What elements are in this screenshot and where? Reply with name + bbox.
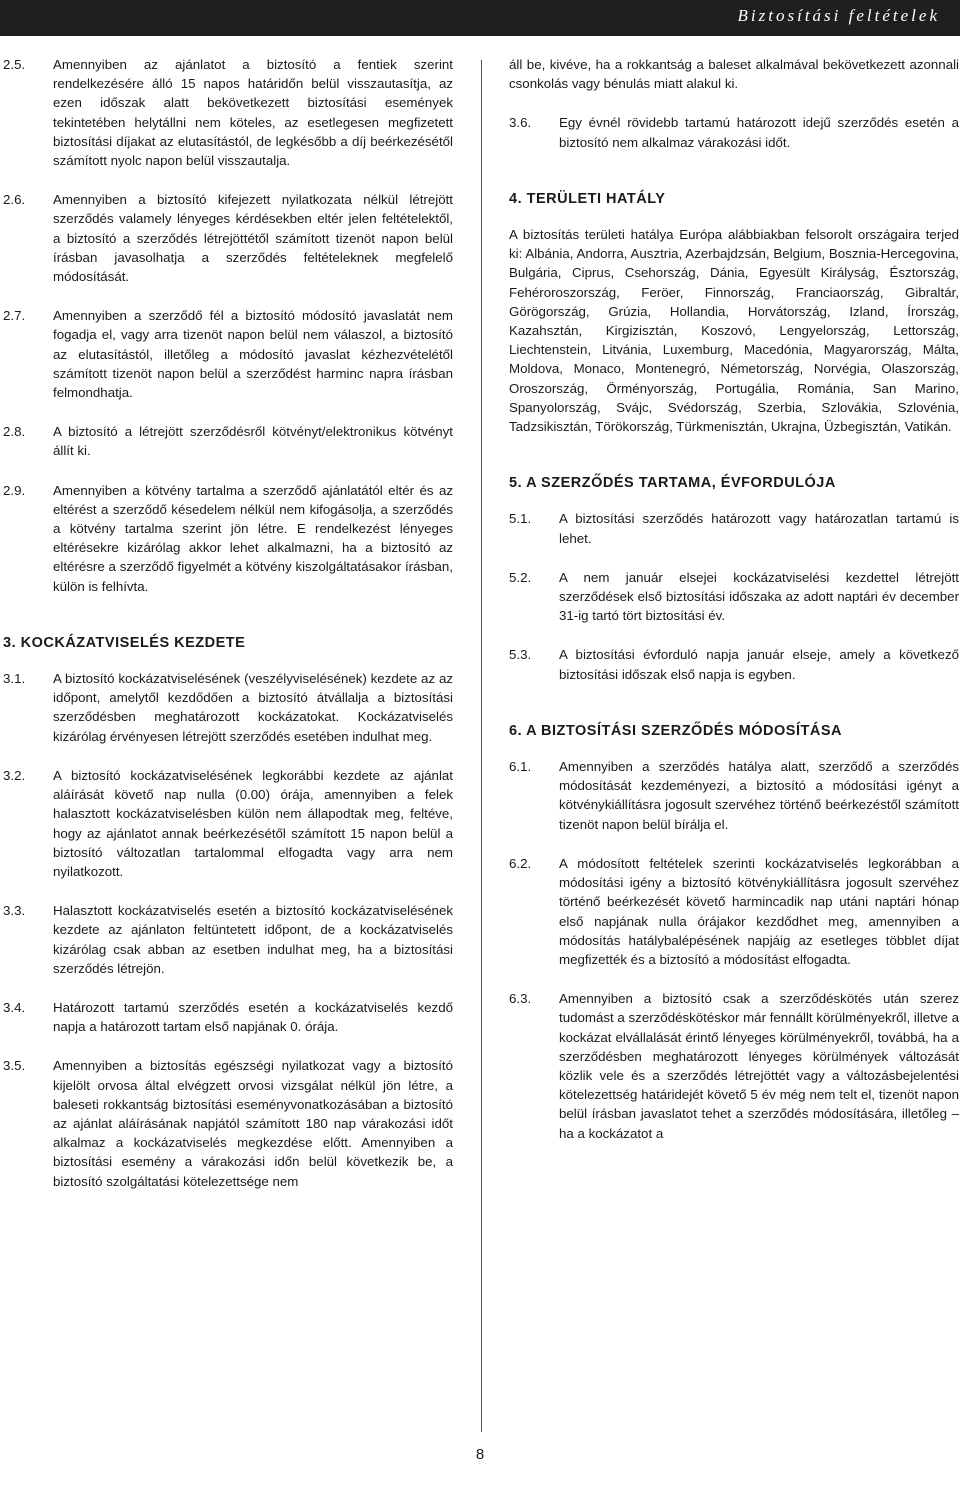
clause-number: 5.2. bbox=[509, 569, 532, 585]
clause-5-1 bbox=[509, 509, 959, 547]
section-heading-3: 3. KOCKÁZATVISELÉS KEZDETE bbox=[3, 634, 246, 651]
clause-number: 5.1. bbox=[509, 511, 532, 527]
clause-3-6 bbox=[509, 113, 959, 151]
column-divider bbox=[481, 60, 482, 1432]
clause-number: 5.3. bbox=[509, 647, 532, 663]
clause-2-9 bbox=[3, 481, 453, 596]
clause-number: 2.5. bbox=[3, 57, 26, 72]
clause-5-3 bbox=[509, 645, 959, 683]
header-bar bbox=[0, 0, 960, 36]
section-heading-6: 6. A BIZTOSÍTÁSI SZERZŐDÉS MÓDOSÍTÁSA bbox=[509, 722, 842, 739]
clause-text: Amennyiben a kötvény tartalma a szerződő ajánlatától eltér és az eltérést a szerződő késedelem nélkül nem kifogásolja, a szerződés a kötvény tartalma szerint jön létre. E rendelkezést lényeges eltérésekre kizárólag akkor lehet alkalmazni, ha a biztosító az eltérésre a szerződő figyelmét a kötvény kiszolgáltatásakor írásban, külön is felhívta. bbox=[53, 482, 453, 594]
clause-2-6 bbox=[3, 190, 453, 286]
section-heading-5: 5. A SZERZŐDÉS TARTAMA, ÉVFORDULÓJA bbox=[509, 475, 836, 492]
clause-text: Amennyiben a biztosító kifejezett nyilatkozata nélkül létrejött szerződés valamely lényeges kérdésekben eltér jelen feltételektől, a biztosító a szerződés létrejöttétől számított tizenöt napon belül írásban javasolhatja a szerződés feltételeknek megfelelő módosítását. bbox=[53, 192, 453, 285]
clause-text: A biztosítási évforduló napja január elseje, amely a következő biztosítási időszak első napja is egyben. bbox=[559, 647, 959, 682]
continued-paragraph: áll be, kivéve, ha a rokkantság a baleset alkalmával bekövetkezett azonnali csonkolás vagy bénulás miatt alakul ki. bbox=[509, 57, 959, 92]
page-number: 8 bbox=[475, 1446, 485, 1463]
clause-3-5 bbox=[3, 1056, 453, 1190]
clause-text: Határozott tartamú szerződés esetén a kockázatviselés kezdő napja a határozott tartam első napjának 0. órája. bbox=[53, 999, 453, 1035]
clause-2-5 bbox=[3, 55, 453, 170]
clause-text: A biztosító kockázatviselésének legkorábbi kezdete az ajánlat aláírását követő nap nulla (0.00) órája, amennyiben a felek halasztott kockázatviselésben külön nem állapodtak meg, feltéve, hogy az ajánlatot annak beérkezésétől számított 15 napon belül a biztosító változatlan tartalommal elfogadta vagy arra nem nyilatkozott. bbox=[53, 767, 453, 879]
clause-3-4 bbox=[3, 998, 453, 1036]
clause-text: A biztosítási szerződés határozott vagy határozatlan tartamú is lehet. bbox=[559, 511, 959, 546]
clause-6-2 bbox=[509, 854, 959, 969]
clause-text: Amennyiben a biztosító csak a szerződéskötés után szerez tudomást a szerződéskötéskor már fennállt körülményekről, illetve a kockázat elvállalását érintő lényeges körülményekről, továbbá, ha a szerződésben meghatározott lényeges körülmények változását közlik vele és a szerződés létrejöttét vagy a változásbejelentési kötelezettség határidejét követő 5 év még nem telt el, tizenöt napon belül írásban javaslatot tehet a szerződés módosítására, illetőleg – ha a kockázatot a bbox=[559, 991, 959, 1141]
header-title: Biztosítási feltételek bbox=[737, 6, 940, 25]
clause-3-1 bbox=[3, 669, 453, 746]
clause-number: 6.1. bbox=[509, 759, 532, 775]
clause-text: A biztosító a létrejött szerződésről kötvényt/elektronikus kötvényt állít ki. bbox=[53, 424, 453, 459]
section-heading-4: 4. TERÜLETI HATÁLY bbox=[509, 190, 666, 207]
clause-number: 2.8. bbox=[3, 424, 26, 440]
clause-6-3 bbox=[509, 989, 959, 1143]
clause-2-8 bbox=[3, 422, 453, 460]
clause-number: 3.4. bbox=[3, 999, 26, 1015]
clause-number: 2.9. bbox=[3, 482, 26, 498]
clause-number: 3.2. bbox=[3, 767, 26, 783]
right-column bbox=[509, 55, 959, 1143]
clause-3-3 bbox=[3, 901, 453, 978]
left-column bbox=[3, 55, 453, 1191]
territorial-scope-paragraph: A biztosítás területi hatálya Európa alábbiakban felsorolt országaira terjed ki: Albánia, Andorra, Ausztria, Azerbajdzsán, Belgium, Bosznia-Hercegovina, Bulgária, Ciprus, Csehország, Dánia, Egyesült Királyság, Észtország, Fehéroroszország, Feröer, Finnország, Franciaország, Gibraltár, Görögország, Grúzia, Hollandia, Horvátország, Izland, Írország, Kazahsztán, Kirgizisztán, Koszovó, Lengyelország, Lettország, Liechtenstein, Litvánia, Luxemburg, Macedónia, Magyarország, Málta, Moldova, Monaco, Montenegró, Németország, Norvégia, Olaszország, Oroszország, Örményország, Portugália, Románia, San Marino, Spanyolország, Svájc, Svédország, Szerbia, Szlovákia, Szlovénia, Tadzsikisztán, Törökország, Türkmenisztán, Ukrajna, Üzbegisztán, Vatikán. bbox=[509, 227, 959, 435]
clause-2-7 bbox=[3, 306, 453, 402]
clause-text: A biztosító kockázatviselésének (veszélyviselésének) kezdete az az időpont, amelytől kezdődően a biztosító átvállalja a biztosítási szerződésben meghatározott kockázatokat. Kockázatviselés kizárólag érvényesen létrejött szerződés esetében indulhat meg. bbox=[53, 671, 453, 744]
clause-number: 6.2. bbox=[509, 855, 532, 871]
clause-number: 2.6. bbox=[3, 192, 26, 208]
clause-number: 3.3. bbox=[3, 903, 26, 919]
clause-text: Amennyiben a szerződés hatálya alatt, szerződő a szerződés módosítását kezdeményezi, a biztosító a módosítási igényt a kötvénykiállításra jogosult szervéhez történő beérkezéstől számított tizenöt napon belül bírálja el. bbox=[559, 759, 959, 832]
clause-number: 3.1. bbox=[3, 671, 26, 687]
clause-text: Amennyiben az ajánlatot a biztosító a fentiek szerint rendelkezésére álló 15 napos határidőn belül visszautasítja, az ezen időszak alatt bekövetkezett biztosítási események tekintetében helytállni nem köteles, az esetlegesen megfizetett biztosítási díjakat az elutasítástól, de legkésőbb a díj beérkezésétől számított nyolc napon belül visszautalja. bbox=[53, 57, 453, 169]
clause-text: Egy évnél rövidebb tartamú határozott idejű szerződés esetén a biztosító nem alkalmaz várakozási időt. bbox=[559, 115, 959, 150]
clause-text: A nem január elsejei kockázatviselési kezdettel létrejött szerződések első biztosítási időszaka az adott naptári év december 31-ig tartó tört biztosítási év. bbox=[559, 569, 959, 624]
clause-number: 6.3. bbox=[509, 991, 532, 1007]
clause-3-2 bbox=[3, 766, 453, 881]
clause-number: 2.7. bbox=[3, 308, 26, 324]
clause-text: Amennyiben a biztosítás egészségi nyilatkozat vagy a biztosító kijelölt orvosa által elvégzett orvosi vizsgálat nélkül jön létre, a baleseti rokkantság biztosítási eseményvonatkozásában a biztosító az ajánlat aláírásának napjától számított 180 nap várakozási időt alkalmaz a kockázatviselés megkezdése előtt. Amennyiben a biztosítási esemény a várakozási időn belül következik be, a biztosító szolgáltatási kötelezettsége nem bbox=[53, 1058, 453, 1189]
clause-6-1 bbox=[509, 757, 959, 834]
clause-text: Halasztott kockázatviselés esetén a biztosító kockázatviselésének kezdete az ajánlaton feltüntetett időpont, de a kockázatviselés kizárólag csak abban az esetben indulhat meg, ha a biztosítási szerződés létrejön. bbox=[53, 903, 453, 976]
clause-text: Amennyiben a szerződő fél a biztosító módosító javaslatát nem fogadja el, vagy arra tizenöt napon belül nem válaszol, a biztosító az elutasítástól, illetőleg a módosító javaslat kézhezvételétől számított tizenöt napon belül a szerződést harminc napra írásban felmondhatja. bbox=[53, 308, 453, 401]
clause-number: 3.5. bbox=[3, 1058, 26, 1074]
clause-text: A módosított feltételek szerinti kockázatviselés legkorábban a módosítási igény a biztosító kötvénykiállításra jogosult szervéhez történő beérkezését követő harmincadik nap utáni naptári hónap első napjának nulla órájakor kezdődhet meg, amennyiben a módosítás hatálybalépésének napjáig az esetleges többlet díjat megfizették és a biztosító a módosítást elfogadta. bbox=[559, 855, 959, 967]
clause-5-2 bbox=[509, 568, 959, 626]
clause-number: 3.6. bbox=[509, 115, 532, 131]
